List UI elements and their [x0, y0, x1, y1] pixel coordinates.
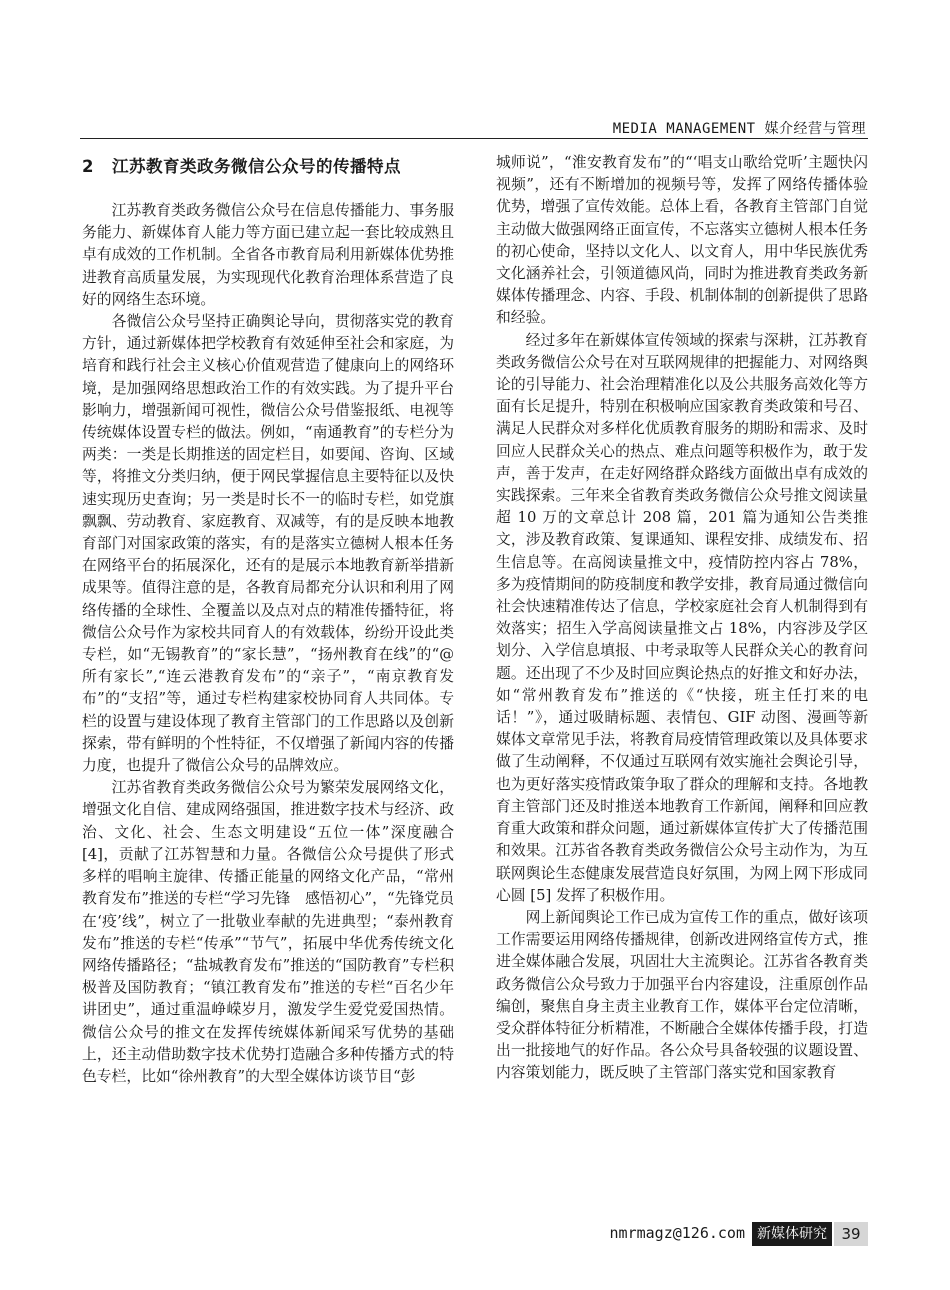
- left-column: [82, 152, 454, 1088]
- page-number: 39: [834, 1222, 868, 1246]
- page-footer: [0, 1222, 950, 1248]
- section-heading: [82, 156, 454, 178]
- footer-journal-name: 新媒体研究: [752, 1222, 832, 1246]
- section-number: 2: [82, 157, 94, 176]
- header-divider: [80, 138, 868, 139]
- section-title: 江苏教育类政务微信公众号的传播特点: [111, 157, 401, 176]
- right-column: [496, 152, 868, 1085]
- paragraph: 经过多年在新媒体宣传领域的探索与深耕，江苏教育类政务微信公众号在对互联网规律的把握能力、对网络舆论的引导能力、社会治理精准化以及公共服务高效化等方面有长足提升，特别在积极响应国家教育类政策和号召、满足人民群众对多样化优质教育服务的期盼和需求、及时回应人民群众关心的热点、难点问题等积极作为，敢于发声，善于发声，在走好网络群众路线方面做出卓有成效的实践探索。三年来全省教育类政务微信公众号推文阅读量超 10 万的文章总计 208 篇，201 篇为通知公告类推文，涉及教育政策、复课通知、课程安排、成绩发布、招生信息等。在高阅读量推文中，疫情防控内容占 78%，多为疫情期间的防疫制度和教学安排，教育局通过微信向社会快速精准传达了信息，学校家庭社会育人机制得到有效落实；招生入学高阅读量推文占 18%，内容涉及学区划分、入学信息填报、中考录取等人民群众关心的教育问题。还出现了不少及时回应舆论热点的好推文和好办法，如“常州教育发布”推送的《“快接，班主任打来的电话！”》，通过吸睛标题、表情包、GIF 动图、漫画等新媒体文章常见手法，将教育局疫情管理政策以及具体要求做了生动阐释，不仅通过互联网有效实施社会舆论引导，也为更好落实疫情政策争取了群众的理解和支持。各地教育主管部门还及时推送本地教育工作新闻，阐释和回应教育重大政策和群众问题，通过新媒体宣传扩大了传播范围和效果。江苏省各教育类政务微信公众号主动作为，为互联网舆论生态健康发展营造良好氛围，为网上网下形成同心圆 [5] 发挥了积极作用。: [496, 331, 868, 904]
- paragraph: 网上新闻舆论工作已成为宣传工作的重点，做好该项工作需要运用网络传播规律，创新改进网络宣传方式，推进全媒体融合发展，巩固壮大主流舆论。江苏省各教育类政务微信公众号致力于加强平台内容建设，注重原创作品编创，聚焦自身主责主业教育工作，媒体平台定位清晰，受众群体特征分析精准，不断融合全媒体传播手段，打造出一批接地气的好作品。各公众号具备较强的议题设置、内容策划能力，既反映了主管部门落实党和国家教育: [496, 908, 868, 1082]
- paragraph: 江苏教育类政务微信公众号在信息传播能力、事务服务能力、新媒体育人能力等方面已建立起一套比较成熟且卓有成效的工作机制。全省各市教育局利用新媒体优势推进教育高质量发展，为实现现代化教育治理体系营造了良好的网络生态环境。: [82, 202, 454, 308]
- paragraph: 各微信公众号坚持正确舆论导向，贯彻落实党的教育方针，通过新媒体把学校教育有效延伸至社会和家庭，为培育和践行社会主义核心价值观营造了健康向上的网络环境，是加强网络思想政治工作的有效实践。为了提升平台影响力，增强新闻可视性，微信公众号借鉴报纸、电视等传统媒体设置专栏的做法。例如，“南通教育”的专栏分为两类：一类是长期推送的固定栏目，如要闻、咨询、区域等，将推文分类归纳，便于网民掌握信息主要特征以及快速实现历史查询；另一类是时长不一的临时专栏，如党旗飘飘、劳动教育、家庭教育、双减等，有的是反映本地教育部门对国家政策的落实，有的是落实立德树人根本任务在网络平台的拓展深化，还有的是展示本地教育新举措新成果等。值得注意的是，各教育局都充分认识和利用了网络传播的全球性、全覆盖以及点对点的精准传播特征，将微信公众号作为家校共同育人的有效载体，纷纷开设此类专栏，如“无锡教育”的“家长慧”，“扬州教育在线”的“@所有家长”,“连云港教育发布”的“亲子”，“南京教育发布”的“支招”等，通过专栏构建家校协同育人共同体。专栏的设置与建设体现了教育主管部门的工作思路以及创新探索，带有鲜明的个性特征，不仅增强了新闻内容的传播力度，也提升了微信公众号的品牌效应。: [82, 313, 454, 775]
- footer-email: nmrmagz@126.com: [609, 1224, 745, 1242]
- paragraph: 江苏省教育类政务微信公众号为繁荣发展网络文化，增强文化自信、建成网络强国，推进数字技术与经济、政治、文化、社会、生态文明建设“五位一体”深度融合 [4]，贡献了江苏智慧和力量。各微信公众号提供了形式多样的唱响主旋律、传播正能量的网络文化产品，“常州教育发布”推送的专栏“学习先锋 感悟初心”，“先锋党员在‘疫’线”，树立了一批敬业奉献的先进典型；“泰州教育发布”推送的专栏“传承”“节气”，拓展中华优秀传统文化网络传播路径；“盐城教育发布”推送的“国防教育”专栏积极普及国防教育；“镇江教育发布”推送的专栏“百名少年讲团史”，通过重温峥嵘岁月，激发学生爱党爱国热情。微信公众号的推文在发挥传统媒体新闻采写优势的基础上，还主动借助数字技术优势打造融合多种传播方式的特色专栏，比如“徐州教育”的大型全媒体访谈节目“彭: [82, 779, 454, 1085]
- running-header: MEDIA MANAGEMENT 媒介经营与管理: [612, 121, 866, 137]
- paragraph-continued: 城师说”，“淮安教育发布”的“‘唱支山歌给党听’主题快闪视频”，还有不断增加的视频号等，发挥了网络传播体验优势，增强了宣传效能。总体上看，各教育主管部门自觉主动做大做强网络正面宣传，不忘落实立德树人根本任务的初心使命，坚持以文化人、以文育人，用中华民族优秀文化涵养社会，引领道德风尚，同时为推进教育类政务新媒体传播理念、内容、手段、机制体制的创新提供了思路和经验。: [496, 154, 868, 327]
